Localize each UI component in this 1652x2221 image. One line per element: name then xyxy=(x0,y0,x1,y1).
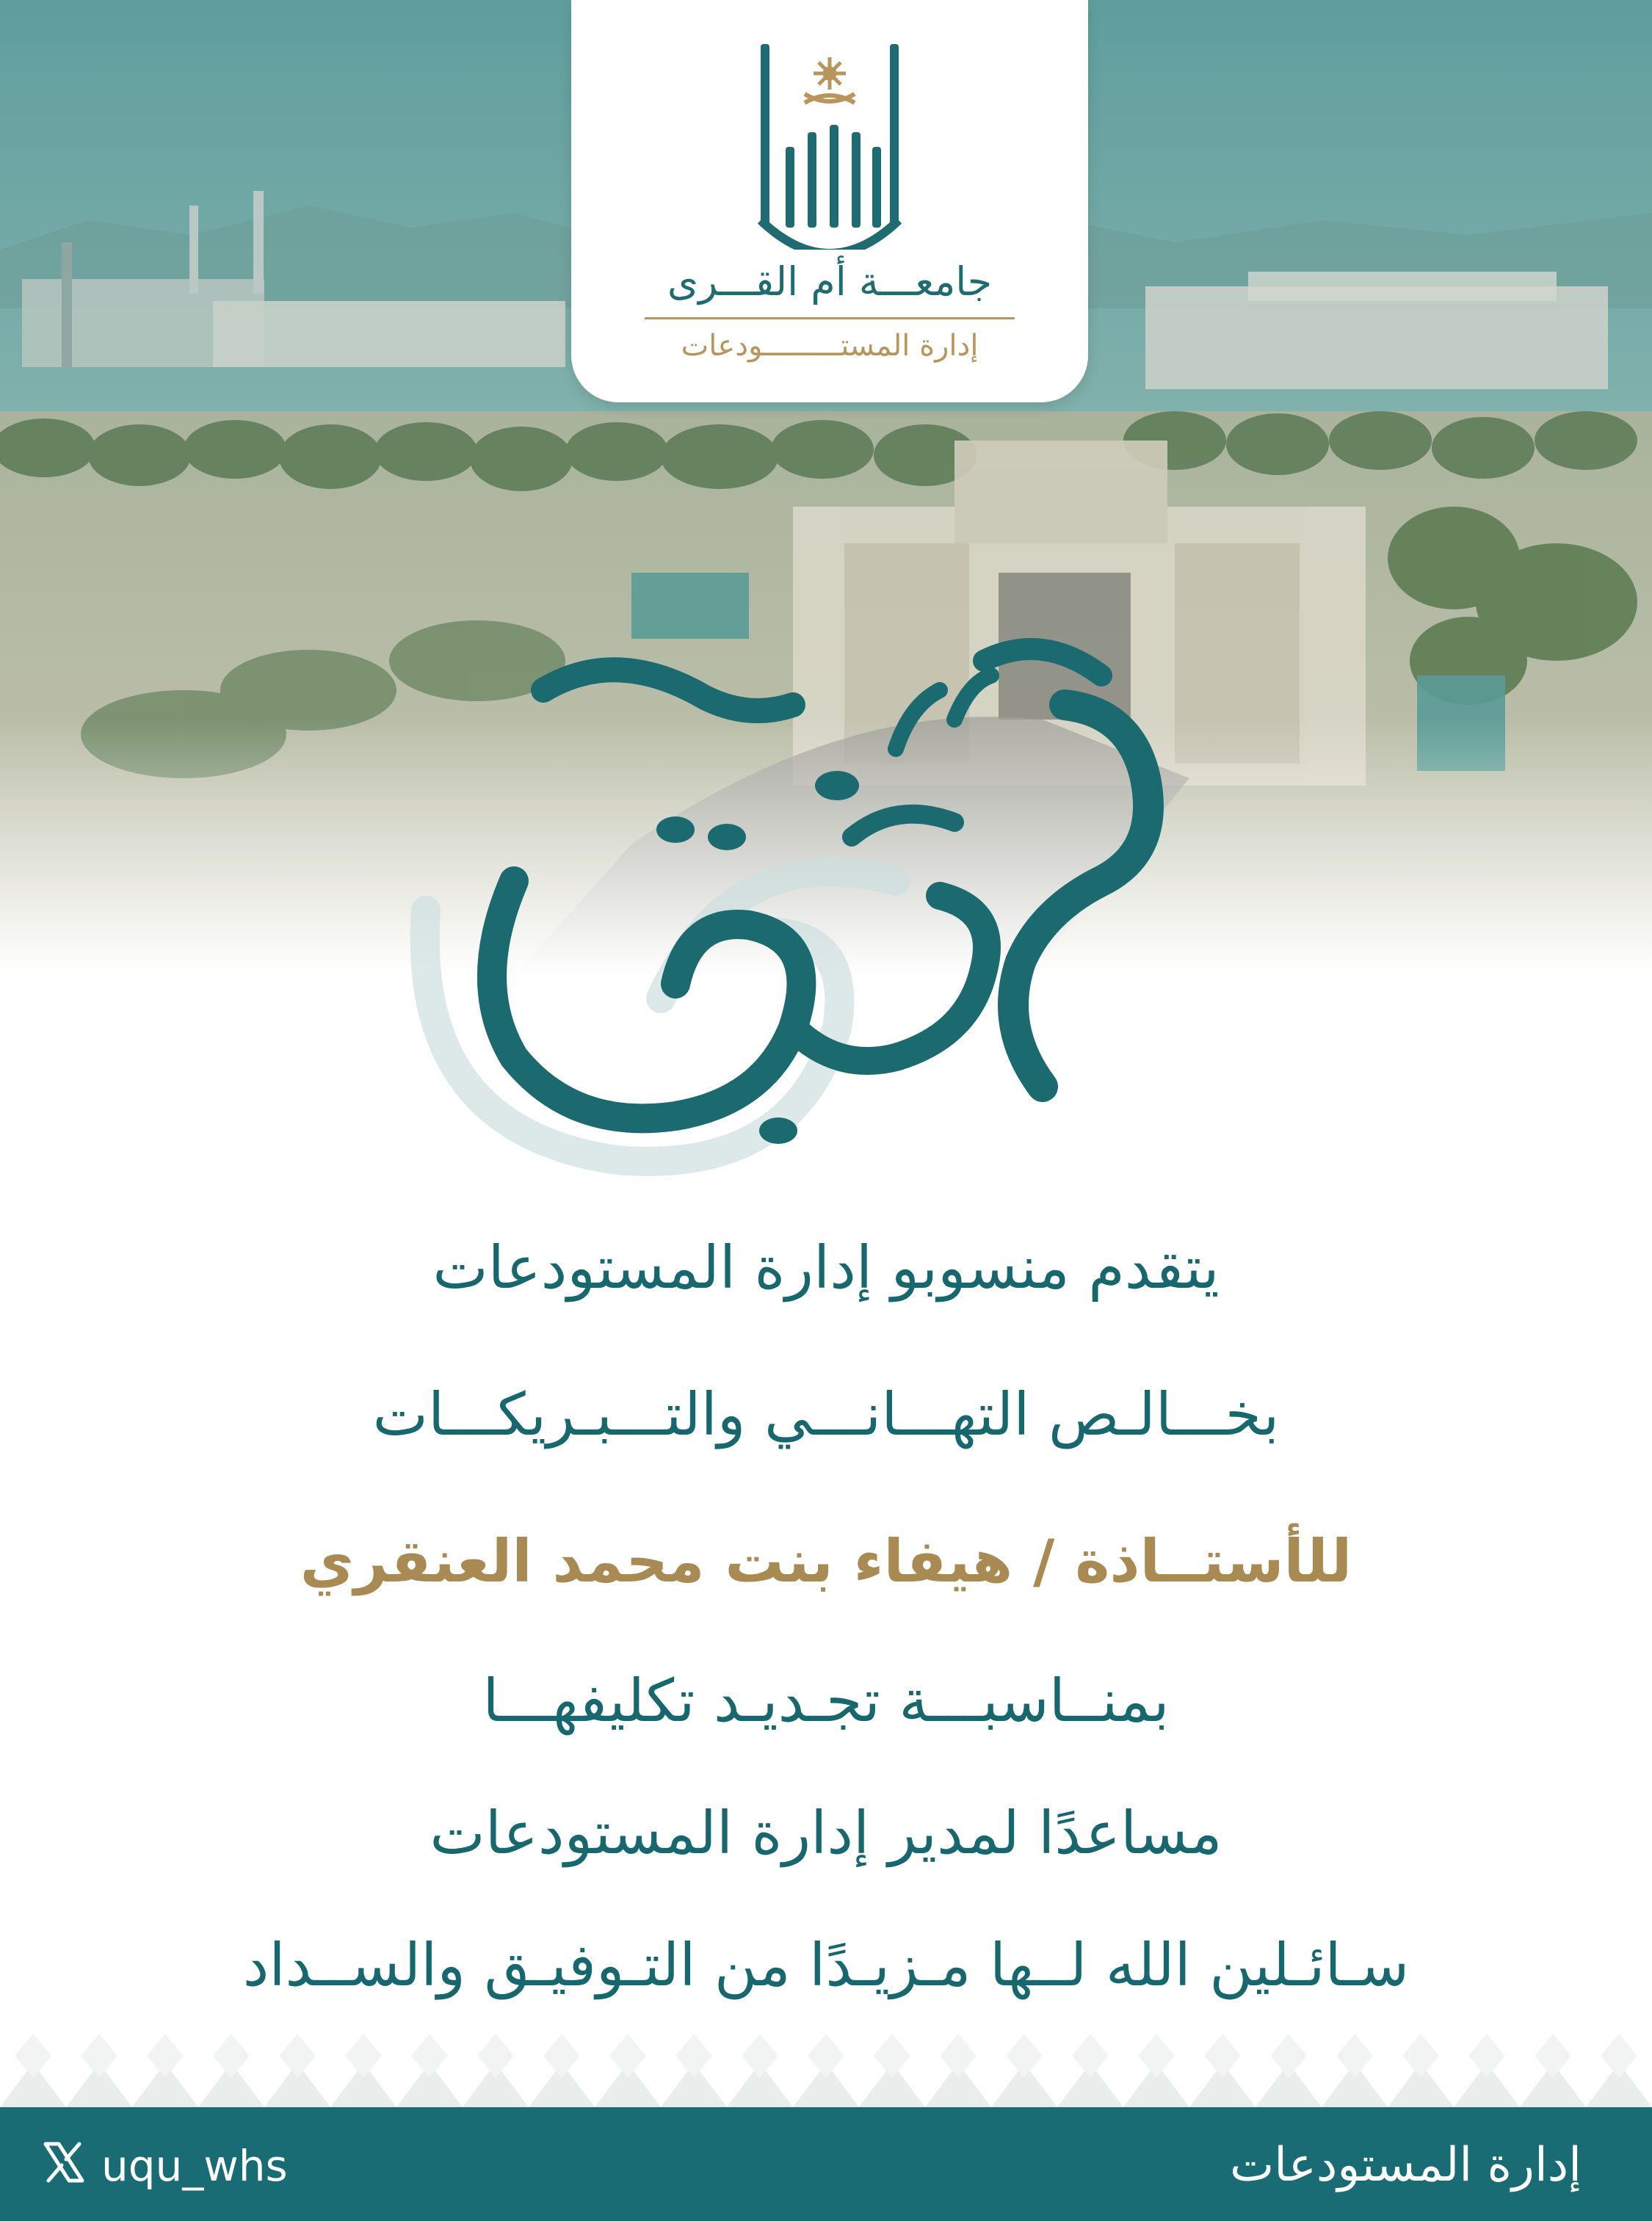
decorative-pattern-band xyxy=(0,2034,1652,2107)
umm-al-qura-university-logo xyxy=(571,29,1088,250)
message-line-1: يتقدم منسوبو إدارة المستودعات xyxy=(432,1233,1220,1302)
social-handle-link[interactable]: uqu_whs xyxy=(101,2141,288,2191)
honoree-name: للأستــاذة / هيفاء بنت محمد العنقري xyxy=(300,1527,1352,1595)
department-name: إدارة المستـــــــــودعات xyxy=(681,329,979,363)
message-line-4: بمنــاسبـــة تجـديـد تكليفهـــا xyxy=(482,1667,1170,1735)
message-line-6: سـائـلين الله لــها مـزيـدًا من التـوفيـق والســداد xyxy=(242,1931,1410,1999)
message-line-5: مساعدًا لمدير إدارة المستودعات xyxy=(430,1799,1222,1867)
congratulations-calligraphy xyxy=(382,617,1263,1204)
university-name: جامعـــة أم القـــرى xyxy=(667,258,993,305)
logo-divider xyxy=(645,317,1015,319)
x-icon[interactable] xyxy=(41,2140,87,2185)
footer-bar xyxy=(0,2107,1652,2221)
footer-department-name: إدارة المستودعات xyxy=(1229,2138,1582,2192)
message-line-2: بخـــالـص التهـــانـــي والتـــبـريكـــات xyxy=(372,1380,1280,1449)
logo-card xyxy=(571,0,1088,402)
